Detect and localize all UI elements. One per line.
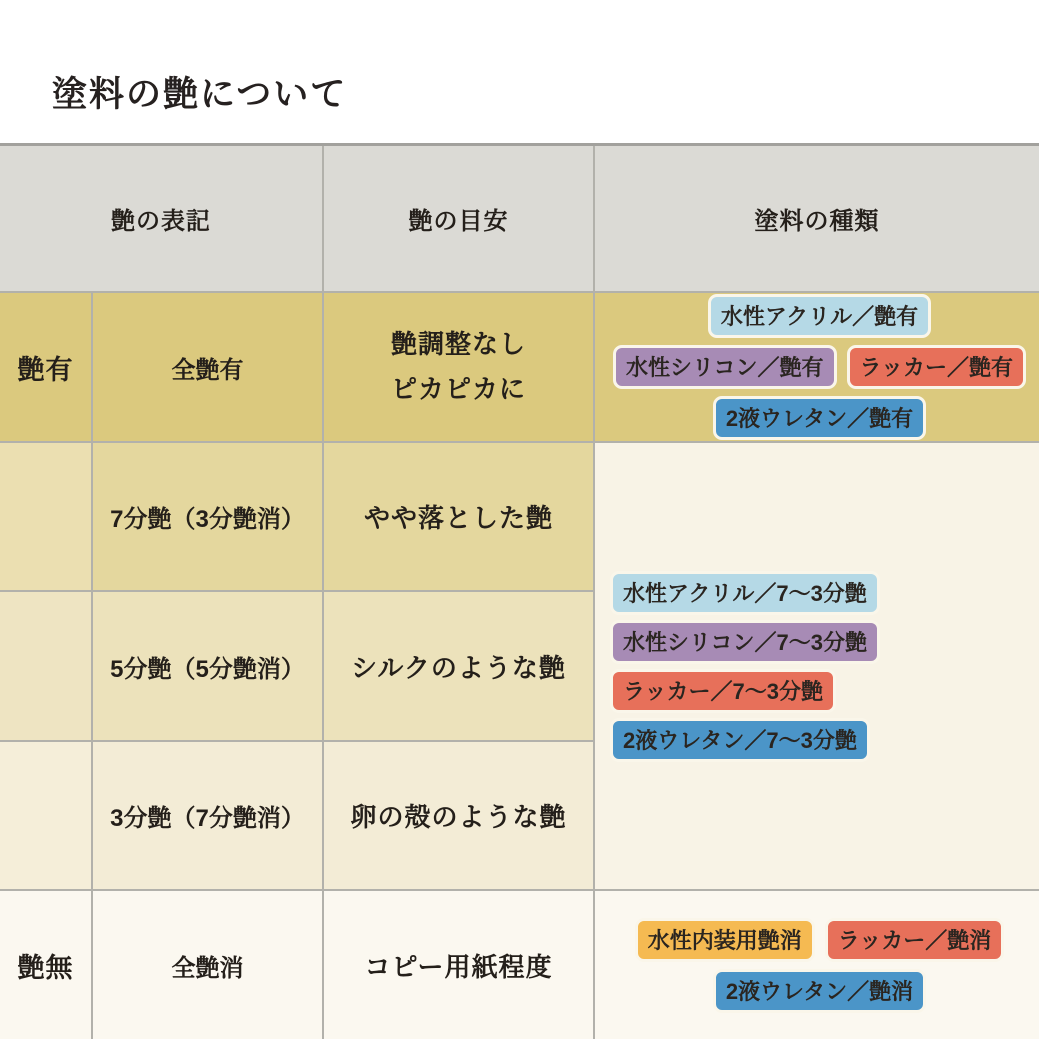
row-5-notation-cell: 5分艶（5分艶消） (93, 592, 322, 740)
paint-type-badge: 水性内装用艶消 (635, 918, 815, 962)
row-7-guide-cell: やや落とした艶 (324, 443, 593, 590)
paint-type-badge: 水性アクリル／7〜3分艶 (610, 571, 880, 615)
row-3-guide-cell: 卵の殻のような艶 (324, 742, 593, 889)
paint-type-badge: 2液ウレタン／7〜3分艶 (610, 718, 870, 762)
row-3-notation-cell: 3分艶（7分艶消） (93, 742, 322, 889)
paint-type-badge: ラッカー／艶消 (825, 918, 1005, 962)
mid-paint-types-cell (595, 443, 1039, 889)
paint-type-badge: 2液ウレタン／艶有 (713, 396, 926, 440)
paint-type-badge: 水性シリコン／7〜3分艶 (610, 620, 880, 664)
header-cell-types: 塗料の種類 (595, 146, 1039, 291)
row-gloss-notation-cell: 全艶有 (93, 293, 322, 441)
header-cell-notation: 艶の表記 (0, 146, 322, 291)
row-gloss-guide-line2: ピカピカに (390, 374, 526, 404)
row-7-group-cell (0, 443, 91, 590)
row-7-notation-cell: 7分艶（3分艶消） (93, 443, 322, 590)
row-matte-notation-cell: 全艶消 (93, 891, 322, 1039)
page-title: 塗料の艶について (52, 75, 348, 115)
row-5-group-cell (0, 592, 91, 740)
paint-type-badge: ラッカー／艶有 (847, 345, 1027, 389)
row-gloss-guide-cell (324, 293, 593, 441)
row-5-guide-cell: シルクのような艶 (324, 592, 593, 740)
paint-type-badge: 水性シリコン／艶有 (613, 345, 837, 389)
gloss-table (0, 143, 1039, 1039)
header-cell-guide: 艶の目安 (324, 146, 593, 291)
row-3-group-cell (0, 742, 91, 889)
row-gloss-group-cell: 艶有 (0, 293, 91, 441)
row-gloss-guide-line1: 艶調整なし (390, 329, 526, 360)
row-matte-group-cell: 艶無 (0, 891, 91, 1039)
paint-type-badge: 水性アクリル／艶有 (708, 294, 931, 338)
row-gloss-paint-types-cell (595, 293, 1039, 441)
paint-type-badge: ラッカー／7〜3分艶 (610, 669, 836, 713)
row-matte-guide-cell: コピー用紙程度 (324, 891, 593, 1039)
row-matte-paint-types-cell (595, 891, 1039, 1039)
paint-type-badge: 2液ウレタン／艶消 (713, 969, 926, 1013)
